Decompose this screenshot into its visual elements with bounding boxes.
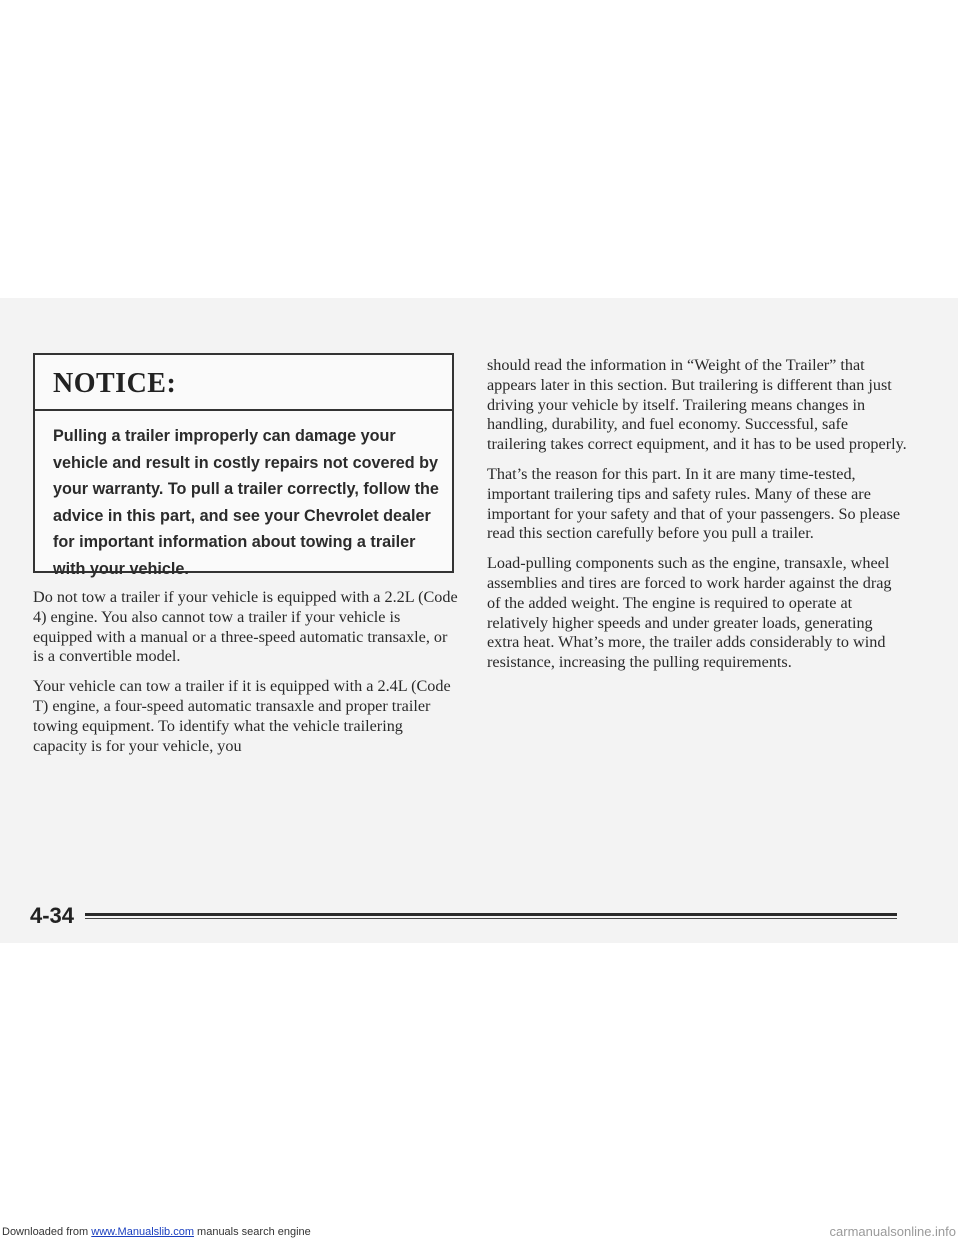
notice-heading: NOTICE: (35, 355, 452, 411)
left-column (33, 588, 458, 766)
download-footer (2, 1226, 311, 1238)
page-rule-thin (85, 918, 897, 919)
right-column (487, 356, 907, 683)
page-number: 4-34 (30, 903, 75, 928)
page-rule (85, 913, 897, 916)
paragraph: should read the information in “Weight of the Trailer” that appears later in this section. But trailering is different than just driving your vehicle by itself. Trailering means changes in handling, durability, and fuel economy. Successful, safe trailering takes correct equipment, and it has to be used properly. (487, 356, 907, 454)
watermark-text: carmanualsonline.info (829, 1224, 956, 1239)
paragraph: Your vehicle can tow a trailer if it is equipped with a 2.4L (Code T) engine, a four-speed automatic transaxle and proper trailer towing equipment. To identify what the vehicle trailering capacity is for your vehicle, you (33, 677, 451, 755)
paragraph: Do not tow a trailer if your vehicle is equipped with a 2.2L (Code 4) engine. You also cannot tow a trailer if your vehicle is equipped with a manual or a three-speed automatic transaxle, or is a convertible model. (33, 588, 458, 666)
notice-box (33, 353, 454, 578)
paragraph: Load-pulling components such as the engine, transaxle, wheel assemblies and tires are forced to work harder against the drag of the added weight. The engine is required to operate at relatively higher speeds and under greater loads, generating extra heat. What’s more, the trailer adds considerably to wind resistance, increasing the pulling requirements. (487, 554, 892, 672)
footer-suffix: manuals search engine (193, 1226, 311, 1238)
manualslib-link[interactable]: www.Manualslib.com (91, 1226, 194, 1238)
notice-body: Pulling a trailer improperly can damage your vehicle and result in costly repairs not covered by your warranty. To pull a trailer correctly, follow the advice in this part, and see your Chevrolet dealer for important information about towing a trailer with your vehicle. (53, 427, 439, 578)
footer-prefix: Downloaded from (2, 1226, 92, 1238)
paragraph: That’s the reason for this part. In it are many time-tested, important trailering tips and safety rules. Many of these are important for your safety and that of your passengers. So please read this section carefully before you pull a trailer. (487, 464, 901, 543)
